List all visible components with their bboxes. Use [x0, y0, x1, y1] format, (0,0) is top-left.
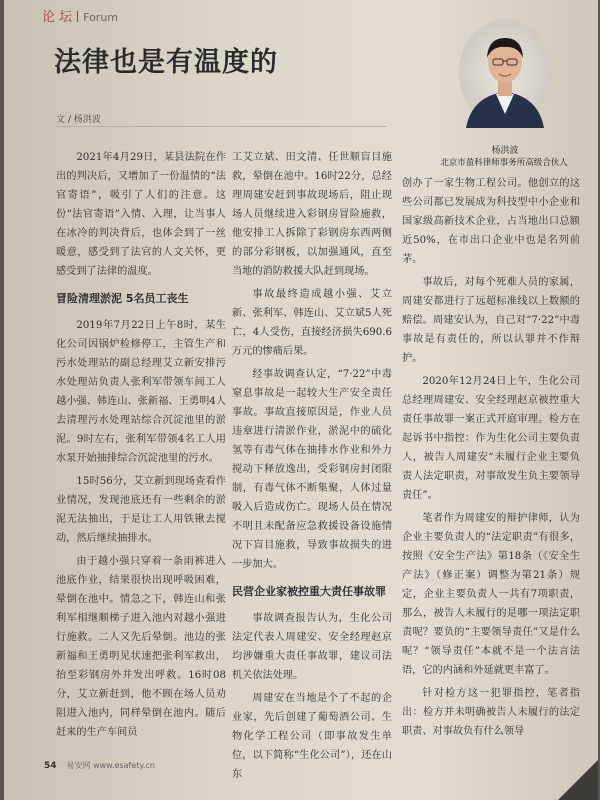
paragraph: 2020年12月24日上午，生化公司总经理周建安、安全经理赵京被控重大责任事故罪一案正式开庭审理。检方在起诉书中指控：作为生化公司主要负责人，被告人周建安“未履行企业主要负责人法定职责，对事故发生负主要领导责任”。	[402, 376, 580, 501]
article-byline: 文 / 杨洪波	[56, 115, 101, 125]
subheading: 民营企业家被控重大责任事故罪	[232, 585, 386, 598]
paragraph: 2019年7月22日上午8时，某生化公司因锅炉检修停工，主管生产和污水处理站的副总经理艾立新安排污水处理站负责人张利军带领车间工人越小强、韩连山、张新福、王勇明4人去清理污水处理站综合沉淀池里的淤泥。9时左右，张利军带领4名工人用水泵开始抽排综合沉淀池里的污水。	[56, 320, 226, 464]
section-divider	[77, 11, 78, 22]
paragraph: 针对检方这一犯罪指控，笔者指出：检方并未明确被告人未履行的法定职责、对事故负有什么领导	[402, 688, 580, 737]
author-title: 北京市盈科律师事务所高级合伙人	[440, 158, 568, 168]
column-2	[232, 148, 392, 788]
section-label: 论 坛	[42, 10, 73, 25]
page-number: 54	[44, 761, 57, 771]
magazine-page	[4, 0, 598, 800]
paragraph: 2021年4月29日，某县法院在作出的判决后，又增加了一份温情的“法官寄语”，吸引了人们的注意。这份“法官寄语”入情、入理，让当事人在冰冷的判决背后，也体会到了一丝暖意，感受到了法官的人文关怀，更感受到了法律的温度。	[56, 152, 226, 277]
paragraph: 创办了一家生物工程公司。他创立的这些公司都已发展成为科技型中小企业和国家级高新技术企业，占当地出口总额近50%，在市出口企业中也是名列前茅。	[402, 178, 580, 265]
paragraph: 由于越小强只穿着一条雨裤进入池底作业，结果很快出现呼吸困难，晕倒在池中。情急之下，韩连山和张利军相继顺梯子进入池内对越小强进行施救。二人又先后晕倒。池边的张新福和王勇明见状速把张利军救出，抬至彩钢房外并发出呼救。16时08分，艾立新赶到，他不顾在场人员劝阻进入池内，同样晕倒在池内。随后赶来的生产车间员	[56, 556, 226, 738]
paragraph: 笔者作为周建安的辩护律师，认为企业主要负责人的“法定职责”有很多，按照《安全生产法》第18条（《安全生产法》（修正案）调整为第21条）规定，企业主要负责人一共有7项职责，那么，被告人未履行的是哪一项法定职责呢？要负的“主要领导责任”又是什么呢？“领导责任”本就不是一个法言法语，它的内涵和外延就更丰富了。	[402, 513, 580, 676]
paragraph: 事故后，对每个死难人员的家属，周建安都进行了远超标准线以上数额的赔偿。周建安认为，自己对“7·22”中毒事故是有责任的，所以认罪并不作辩护。	[402, 277, 580, 364]
paragraph: 15时56分，艾立新到现场查看作业情况，发现池底还有一些剩余的淤泥无法抽出，于是让工人用铁锹去搅动，然后继续抽排水。	[56, 476, 226, 544]
section-header	[42, 6, 118, 25]
column-3	[402, 174, 580, 745]
page-corner-shadow	[558, 760, 598, 800]
footer-site: 易安网 www.esafety.cn	[66, 761, 155, 770]
paragraph: 事故调查报告认为，生化公司法定代表人周建安、安全经理赵京均涉嫌重大责任事故罪，建议司法机关依法处理。	[232, 613, 392, 681]
paragraph: 经事故调查认定，“7·22”中毒窒息事故是一起较大生产安全责任事故。事故直接原因是，作业人员违章进行清淤作业，淤泥中的硫化氢等有毒气体在抽排水作业和外力搅动下释放逸出，受彩钢房封闭限制，有毒气体不断集聚，人体过量吸入后造成伤亡。现场人员在情况不明且未配备应急救援设备设施情况下盲目施救，导致事故损失的进一步加大。	[232, 369, 392, 570]
article-title: 法律也是有温度的	[54, 47, 278, 78]
paragraph: 事故最终造成越小强、艾立新、张利军、韩连山、艾立斌5人死亡，4人受伤，直接经济损失690.6万元的惨痛后果。	[232, 289, 392, 357]
author-name: 杨洪波	[491, 146, 519, 156]
section-label-en: Forum	[83, 11, 119, 24]
page-footer	[44, 760, 155, 771]
title-rule	[56, 126, 386, 127]
column-1	[56, 148, 226, 746]
subheading: 冒险清理淤泥 5名员工丧生	[56, 292, 189, 305]
paragraph: 工艾立斌、田文清、任世顺盲目施救，晕倒在池中。16时22分，总经理周建安赶到事故现场后，阻止现场人员继续进入彩钢房冒险施救，他安排工人拆除了彩钢房东西两侧的部分彩钢板，以加强通风，直至当地的消防救援大队赶到现场。	[232, 152, 392, 277]
author-portrait	[458, 18, 552, 128]
paragraph: 周建安在当地是个了不起的企业家，先后创建了葡萄酒公司、生物化学工程公司（即事故发生单位，以下简称“生化公司”），还在山东	[232, 693, 392, 780]
